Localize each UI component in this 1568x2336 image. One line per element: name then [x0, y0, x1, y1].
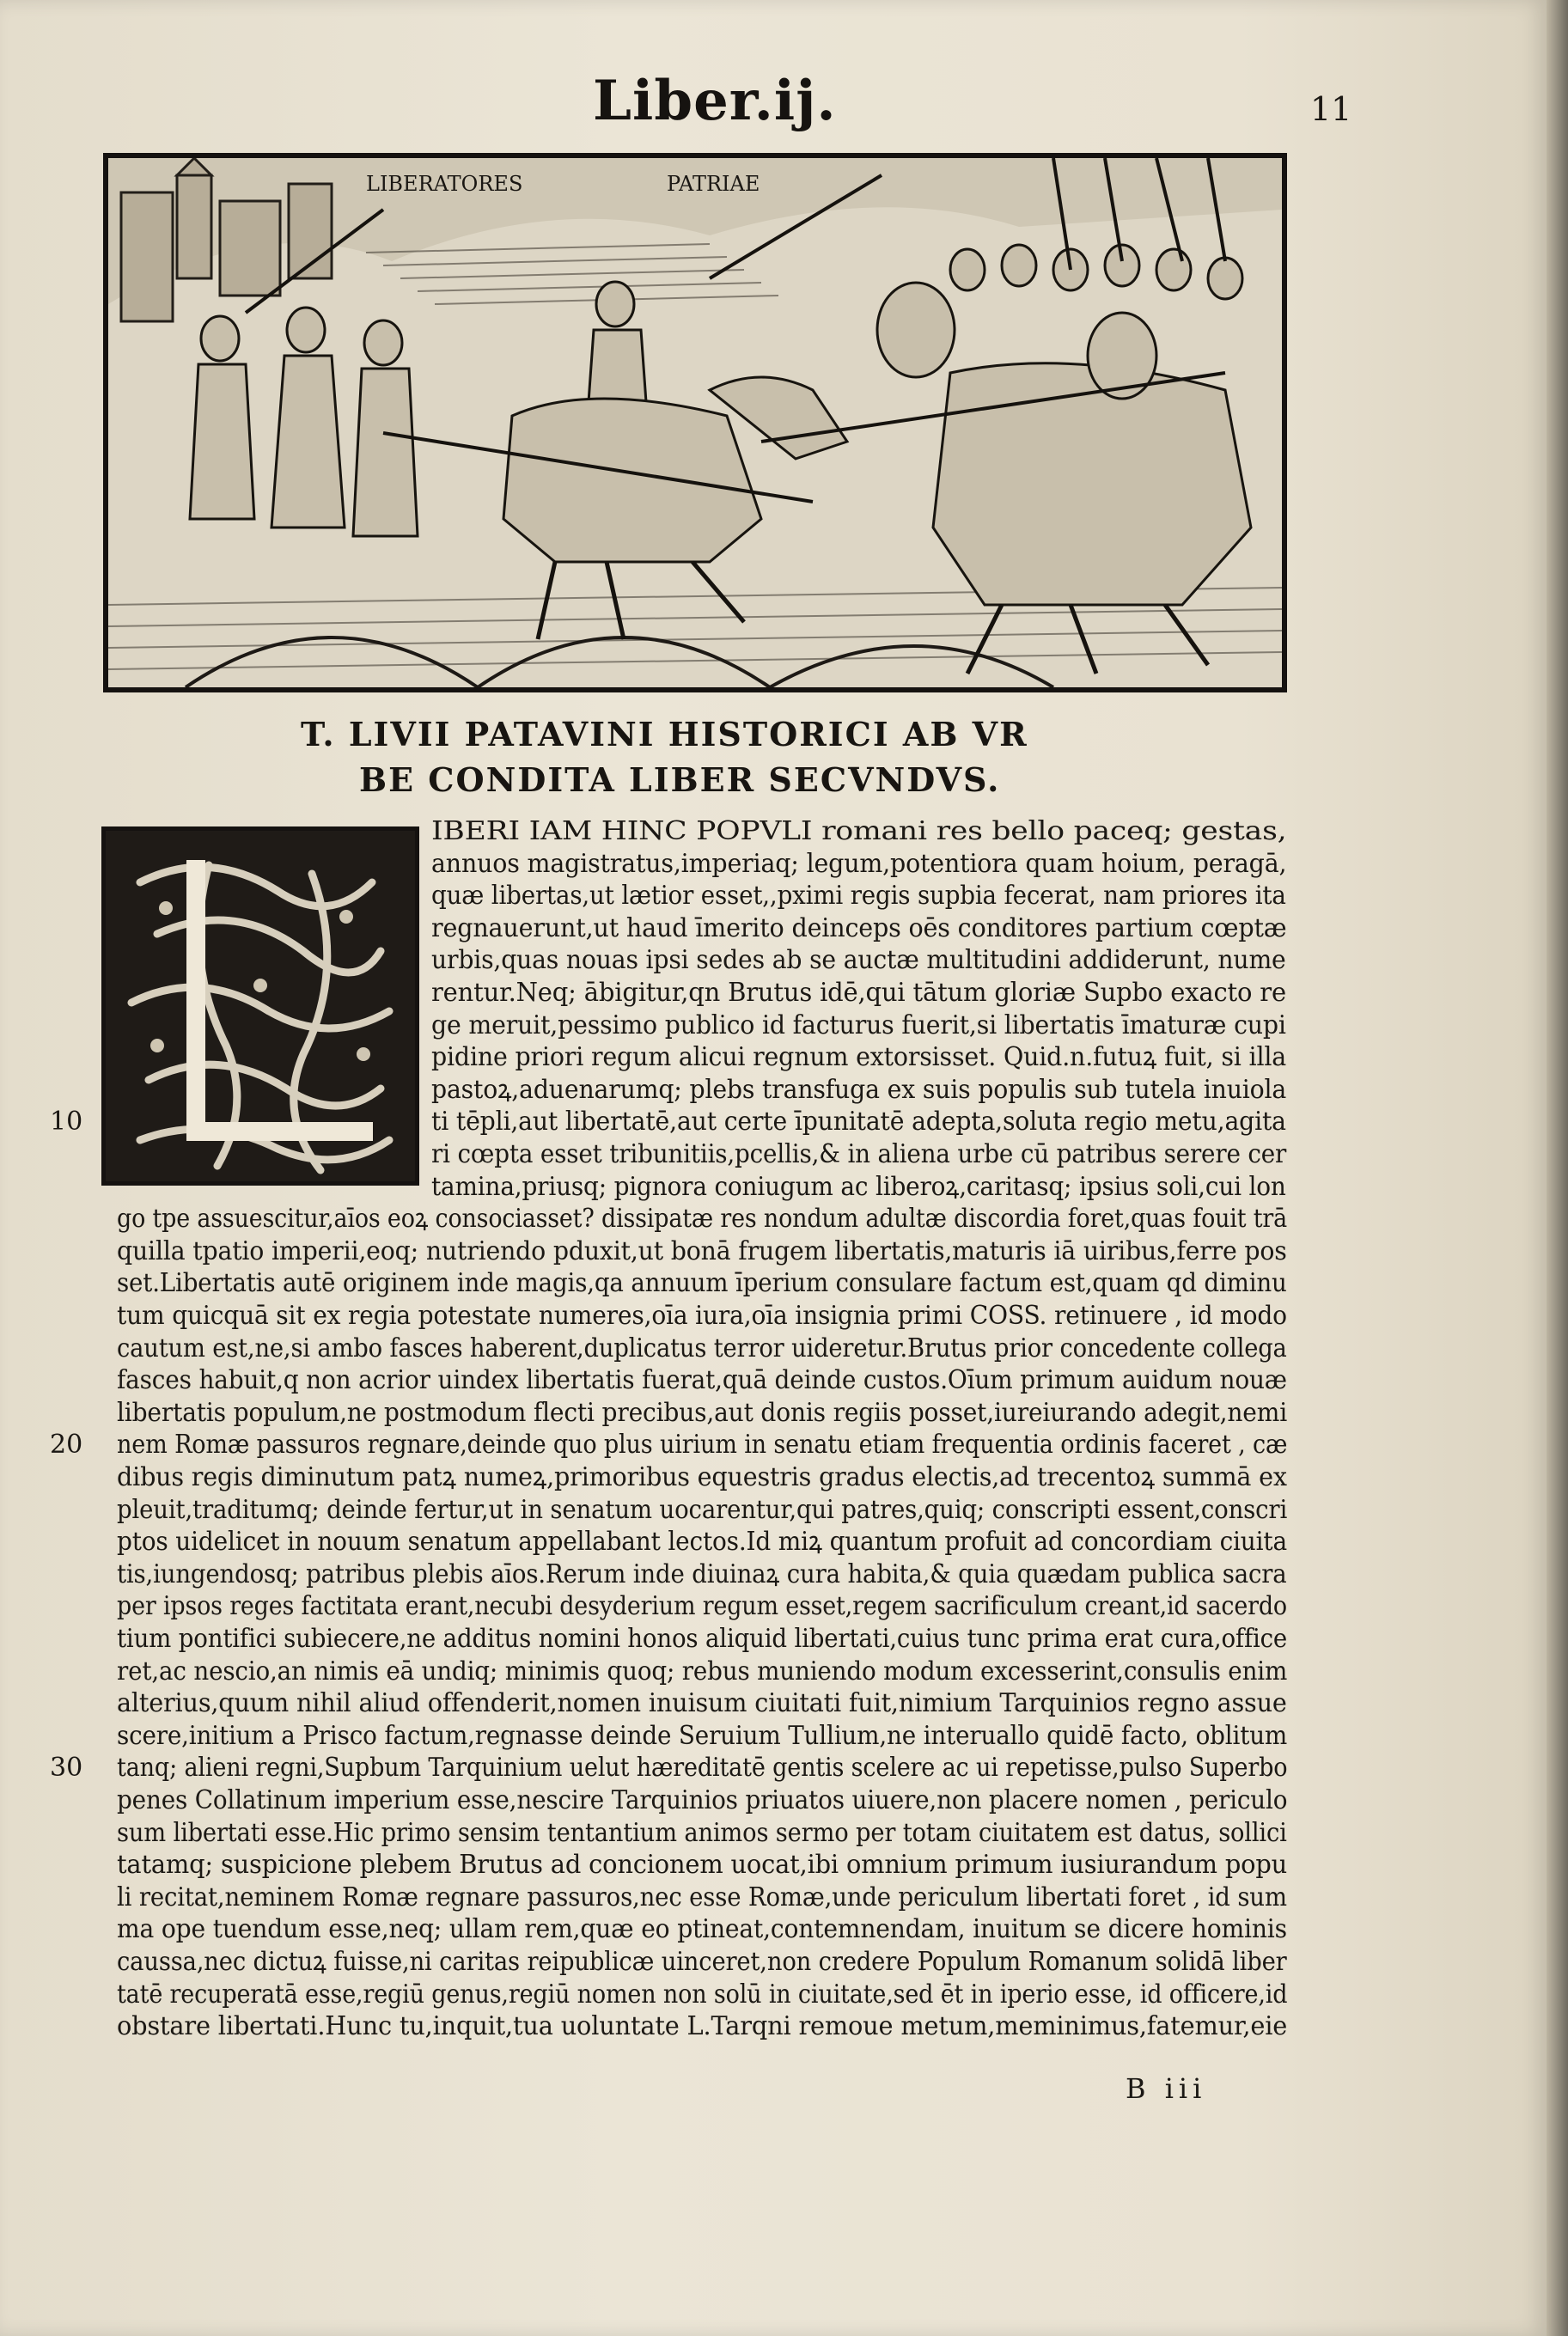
line-number: 10	[50, 1107, 83, 1138]
text-line: quilla tpatio imperii,eoq; nutriendo pduxit,ut bonā frugem libertatis,maturis iā uiribus,ferre pos	[117, 1235, 1287, 1266]
decorated-initial-l	[101, 826, 419, 1186]
text-line: ret,ac nescio,an nimis eā undiq; minimis quoq; rebus muniendo modum excesserint,consulis enim	[117, 1656, 1288, 1686]
text-line: tis,iungendosq; patribus plebis aīos.Rerum inde diuinaꝝ cura habita,& quia quædam publica sacra	[117, 1558, 1287, 1589]
text-line: tatamq; suspicione plebem Brutus ad concionem uocat,ibi omnium primum iusiurandum popu	[117, 1850, 1288, 1881]
text-line: tatē recuperatā esse,regiū genus,regiū nomen non solū in ciuitate,sed ēt in iperio esse, id officere,id	[117, 1979, 1288, 2010]
text-line: li recitat,neminem Romæ regnare passuros,nec esse Romæ,unde periculum libertati foret , id sum	[117, 1882, 1287, 1912]
text-line: ge meruit,pessimo publico id facturus fuerit,si libertatis īmaturæ cupi	[431, 1009, 1286, 1040]
title-line-1: T. LIVII PATAVINI HISTORICI AB VR	[301, 715, 1028, 753]
woodcut-illustration	[103, 153, 1287, 692]
text-line: tium pontifici subiecere,ne additus nomini honos aliquid libertati,cuius tunc prima erat cura,office	[117, 1624, 1288, 1654]
text-line: tanq; alieni regni,Supbum Tarquinium uelut hæreditatē gentis scelere ac ui repetisse,pulso Superbo	[117, 1753, 1288, 1784]
text-line: cautum est,ne,si ambo fasces haberent,duplicatus terror uideretur.Brutus prior concedente collega	[117, 1333, 1287, 1363]
text-line: tamina,priusq; pignora coniugum ac liberoꝝ,caritasq; ipsius soli,cui lon	[431, 1171, 1286, 1202]
text-line: urbis,quas nouas ipsi sedes ab se auctæ multitudini addiderunt, nume	[431, 945, 1286, 976]
text-line: caussa,nec dictuꝝ fuisse,ni caritas reipublicæ uinceret,non credere Populum Romanum solidā liber	[117, 1947, 1287, 1977]
text-line: fasces habuit,q non acrior uindex libertatis fuerat,quā deinde custos.Oīum primum auidum nouæ	[117, 1365, 1287, 1396]
text-line: penes Collatinum imperium esse,nescire Tarquinios priuatos uiuere,non placere nomen , periculo	[117, 1785, 1288, 1815]
text-line: ptos uidelicet in nouum senatum appellabant lectos.Id miꝝ quantum profuit ad concordiam ciuita	[117, 1527, 1287, 1558]
text-line: ma ope tuendum esse,neq; ullam rem,quæ eo ptineat,contemnendam, inuitum se dicere hominis	[117, 1914, 1287, 1945]
text-line: libertatis populum,ne postmodum flecti precibus,aut donis regiis posset,iureiurando adegit,nemi	[117, 1397, 1288, 1428]
text-line: rentur.Neq; ābigitur,qn Brutus idē,qui tātum gloriæ Supbo exacto re	[431, 978, 1286, 1008]
text-line: nem Romæ passuros regnare,deinde quo plus uirium in senatu etiam frequentia ordinis faceret , cæ	[117, 1430, 1288, 1461]
text-line: sum libertati esse.Hic primo sensim tentantium animos sermo per totam ciuitatem est datus, sollici	[117, 1817, 1287, 1848]
text-line: tum quicquā sit ex regia potestate numeres,oīa iura,oīa insignia primi COSS. retinuere , id modo	[117, 1301, 1287, 1331]
text-line: per ipsos reges factitata erant,necubi desyderium regum esset,regem sacrificulum creant,id sacerdo	[117, 1591, 1287, 1622]
line-number: 30	[50, 1753, 83, 1784]
signature-mark: B iii	[1126, 2072, 1207, 2105]
line-number: 20	[50, 1430, 83, 1461]
text-line: quæ libertas,ut lætior esset,,pximi regis supbia fecerat, nam priores ita	[431, 881, 1286, 912]
text-line: ri cœpta esset tribunitiis,pcellis,& in aliena urbe cū patribus serere cer	[431, 1139, 1287, 1169]
text-line: ti tēpli,aut libertatē,aut certe īpunitatē adepta,soluta regio metu,agita	[431, 1107, 1286, 1138]
text-line: regnauerunt,ut haud īmerito deinceps oēs conditores partium cœptæ	[431, 912, 1287, 943]
text-line: obstare libertati.Hunc tu,inquit,tua uoluntate L.Tarqni remoue metum,meminimus,fatemur,eie	[117, 2011, 1288, 2042]
folio-number: 11	[1310, 90, 1352, 128]
text-line: pleuit,traditumq; deinde fertur,ut in senatum uocarentur,qui patres,quiq; conscripti essent,conscri	[117, 1494, 1288, 1525]
woodcut-banner-right: PATRIAE	[667, 172, 760, 196]
woodcut-banner-left: LIBERATORES	[366, 172, 523, 196]
page-edge	[1547, 0, 1568, 2336]
text-line: pastoꝝ,aduenarumq; plebs transfuga ex suis populis sub tutela inuiola	[431, 1074, 1287, 1105]
text-line: pidine priori regum alicui regnum extorsisset. Quid.n.futuꝝ fuit, si illa	[431, 1042, 1287, 1073]
text-line: dibus regis diminutum patꝝ numeꝝ,primoribus equestris gradus electis,ad trecentoꝝ summā ex	[117, 1462, 1287, 1492]
text-line: go tpe assuescitur,aīos eoꝝ consociasset? dissipatæ res nondum adultæ discordia foret,quas fouit trā	[117, 1204, 1288, 1235]
text-line: set.Libertatis autē originem inde magis,qa annuum īperium consulare factum est,quam qd diminu	[117, 1268, 1287, 1299]
text-line: IBERI IAM HINC POPVLI romani res bello paceq; gestas,	[431, 816, 1287, 846]
running-head: Liber.ij.	[593, 69, 837, 133]
text-line: scere,initium a Prisco factum,regnasse deinde Seruium Tullium,ne interuallo quidē facto, oblitum	[117, 1720, 1288, 1751]
title-line-2: BE CONDITA LIBER SECVNDVS.	[359, 760, 1001, 799]
text-line: alterius,quum nihil aliud offenderit,nomen inuisum ciuitati fuit,nimium Tarquinios regno assue	[117, 1688, 1287, 1719]
text-line: annuos magistratus,imperiaq; legum,potentiora quam hoium, peragā,	[431, 848, 1287, 879]
